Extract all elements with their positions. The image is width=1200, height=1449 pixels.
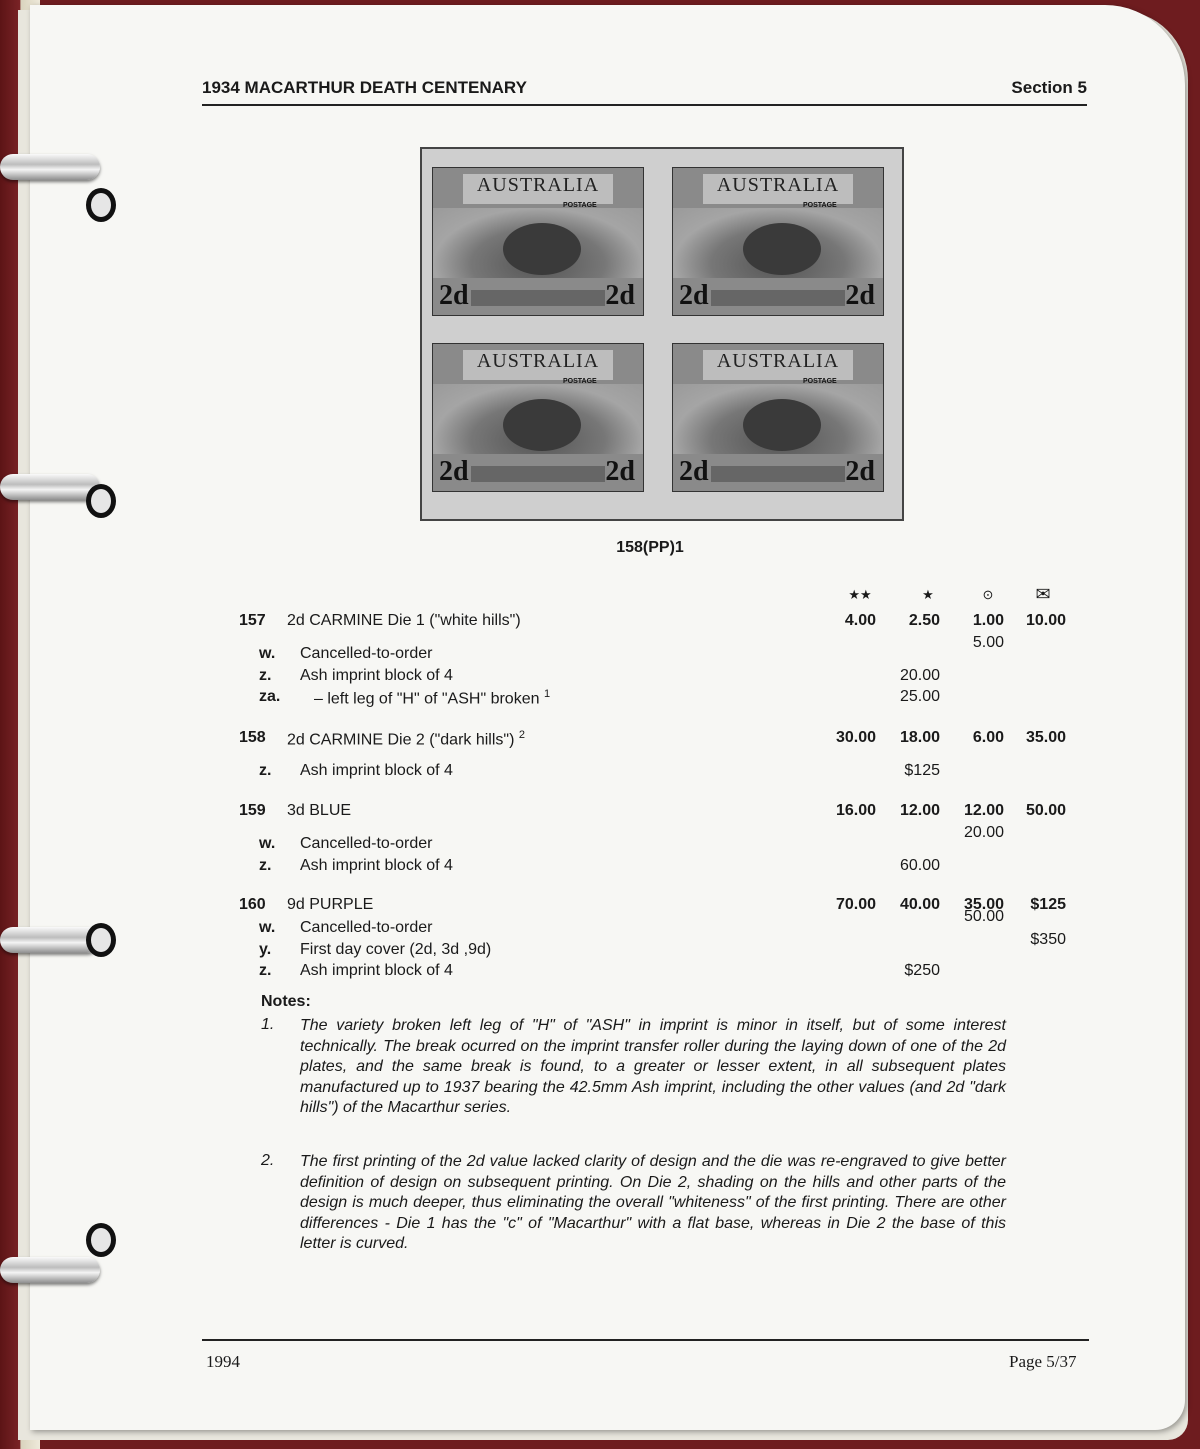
stamp-value: 2d (439, 280, 469, 311)
variety-code: z. (259, 962, 272, 979)
stamp-title: AUSTRALIA (703, 350, 853, 380)
stamp-postage: POSTAGE (803, 202, 837, 209)
variety-description (300, 941, 491, 959)
variety-description-text: Ash imprint block of 4 (300, 857, 453, 874)
price-value: 25.00 (899, 688, 940, 705)
binder-ring (0, 150, 118, 190)
price-value: 16.00 (835, 802, 876, 819)
catalogue-number: 158 (239, 729, 266, 746)
stamp-value: 2d (679, 280, 709, 311)
page-header (202, 76, 1087, 106)
price-value: 1.00 (972, 612, 1004, 629)
stamp-image (432, 167, 644, 316)
price-value: 18.00 (899, 729, 940, 746)
variety-description-text: Cancelled-to-order (300, 645, 433, 662)
variety-description (300, 919, 433, 937)
variety-code: z. (259, 857, 272, 874)
variety-code: w. (259, 835, 276, 852)
price-value: 50.00 (1025, 802, 1066, 819)
variety-code: za. (259, 688, 281, 705)
stamp-block-image (420, 147, 904, 521)
stamp-title: AUSTRALIA (463, 350, 613, 380)
price-value: 60.00 (899, 857, 940, 874)
stamp-description-text: 2d CARMINE Die 1 ("white hills") (287, 612, 521, 629)
variety-description (300, 857, 453, 875)
stamp-value: 2d (845, 280, 875, 311)
variety-description (300, 667, 453, 685)
binder-ring (0, 470, 118, 510)
stamp-value: 2d (845, 456, 875, 487)
price-value: 5.00 (972, 634, 1004, 651)
variety-code: w. (259, 645, 276, 662)
variety-description-text: Ash imprint block of 4 (300, 762, 453, 779)
variety-description-text: Ash imprint block of 4 (300, 667, 453, 684)
page-title: 1934 MACARTHUR DEATH CENTENARY (202, 78, 527, 97)
price-value: 40.00 (899, 896, 940, 913)
stamp-title: AUSTRALIA (463, 174, 613, 204)
price-value: 20.00 (963, 824, 1004, 841)
note-text: The variety broken left leg of "H" of "ASH" in imprint is minor in itself, but of some interest technically. The break ocurred on the imprint transfer roller during the laying down of one of the 2d plates, and the same break is found, to a greater or lesser extent, in all subsequent plates manufactured up to 1937 bearing the 42.5mm Ash imprint, including the other values (and 2d "dark hills") of the Macarthur series. (300, 1017, 1006, 1116)
price-value: 35.00 (1025, 729, 1066, 746)
note-number: 2. (261, 1152, 275, 1169)
section-label: Section 5 (1011, 78, 1087, 97)
note-number: 1. (261, 1016, 275, 1033)
stamp-description-text: 3d BLUE (287, 802, 352, 819)
price-value: $125 (1030, 896, 1066, 913)
variety-description-text: Cancelled-to-order (300, 835, 433, 852)
stamp-postage: POSTAGE (563, 202, 597, 209)
stamp-value: 2d (679, 456, 709, 487)
stamp-description-text: 2d CARMINE Die 2 ("dark hills") (287, 731, 515, 749)
page-number: Page 5/37 (1009, 1352, 1077, 1371)
footer-rule (202, 1339, 1089, 1341)
used-icon: ⊙ (982, 587, 994, 602)
price-value: $350 (1030, 931, 1066, 948)
notes-heading: Notes: (261, 993, 311, 1010)
stamp-description (287, 802, 351, 820)
price-value: 4.00 (844, 612, 876, 629)
stamp-postage: POSTAGE (803, 378, 837, 385)
variety-description (300, 835, 433, 853)
image-caption: 158(PP)1 (616, 539, 684, 556)
variety-code: z. (259, 667, 272, 684)
price-value: 6.00 (972, 729, 1004, 746)
variety-description-text: Ash imprint block of 4 (300, 962, 453, 979)
stamp-image (432, 343, 644, 492)
variety-code: w. (259, 919, 276, 936)
price-value: 12.00 (899, 802, 940, 819)
stamp-image (672, 167, 884, 316)
footnote-ref: 1 (543, 688, 551, 700)
mint-nh-icon: ★★ (848, 587, 872, 602)
price-value: 2.50 (908, 612, 940, 629)
catalogue-number: 160 (239, 896, 266, 913)
binder-ring (0, 923, 118, 963)
price-value: $250 (904, 962, 940, 979)
footnote-ref: 2 (518, 729, 525, 741)
variety-description (314, 688, 550, 708)
variety-description (300, 962, 453, 980)
variety-description-text: – left leg of "H" of "ASH" broken (314, 690, 540, 708)
price-value: 70.00 (835, 896, 876, 913)
stamp-postage: POSTAGE (563, 378, 597, 385)
footer-year: 1994 (206, 1352, 240, 1371)
price-value: 20.00 (899, 667, 940, 684)
stamp-description (287, 612, 521, 630)
binder-ring (0, 1253, 118, 1293)
variety-description (300, 645, 433, 663)
variety-code: y. (259, 941, 272, 958)
variety-description-text: First day cover (2d, 3d ,9d) (300, 941, 492, 958)
variety-code: z. (259, 762, 272, 779)
note-text: The first printing of the 2d value lacked clarity of design and the die was re-engraved to give better definition of design on subsequent printing. On Die 2, shading on the hills and other parts of the design is much deeper, thus eliminating the overall "whiteness" of the first printing. There are other differences - Die 1 has the "c" of "Macarthur" with a flat base, whereas in Die 2 the base of this letter is curved. (300, 1153, 1006, 1252)
cover-envelope-icon: ✉ (1035, 584, 1051, 604)
stamp-value: 2d (605, 456, 635, 487)
variety-description-text: Cancelled-to-order (300, 919, 433, 936)
catalogue-number: 157 (239, 612, 266, 629)
stamp-value: 2d (439, 456, 469, 487)
price-value: 30.00 (835, 729, 876, 746)
stamp-image (672, 343, 884, 492)
catalogue-number: 159 (239, 802, 266, 819)
price-value: $125 (904, 762, 940, 779)
stamp-value: 2d (605, 280, 635, 311)
price-value: 12.00 (963, 802, 1004, 819)
stamp-description (287, 896, 373, 914)
variety-description (300, 762, 453, 780)
stamp-description (287, 729, 525, 749)
stamp-description-text: 9d PURPLE (287, 896, 374, 913)
stamp-title: AUSTRALIA (703, 174, 853, 204)
mint-hinged-icon: ★ (922, 587, 934, 602)
price-value: 50.00 (963, 908, 1004, 925)
price-value: 35.00 (963, 896, 1004, 913)
price-value: 10.00 (1025, 612, 1066, 629)
